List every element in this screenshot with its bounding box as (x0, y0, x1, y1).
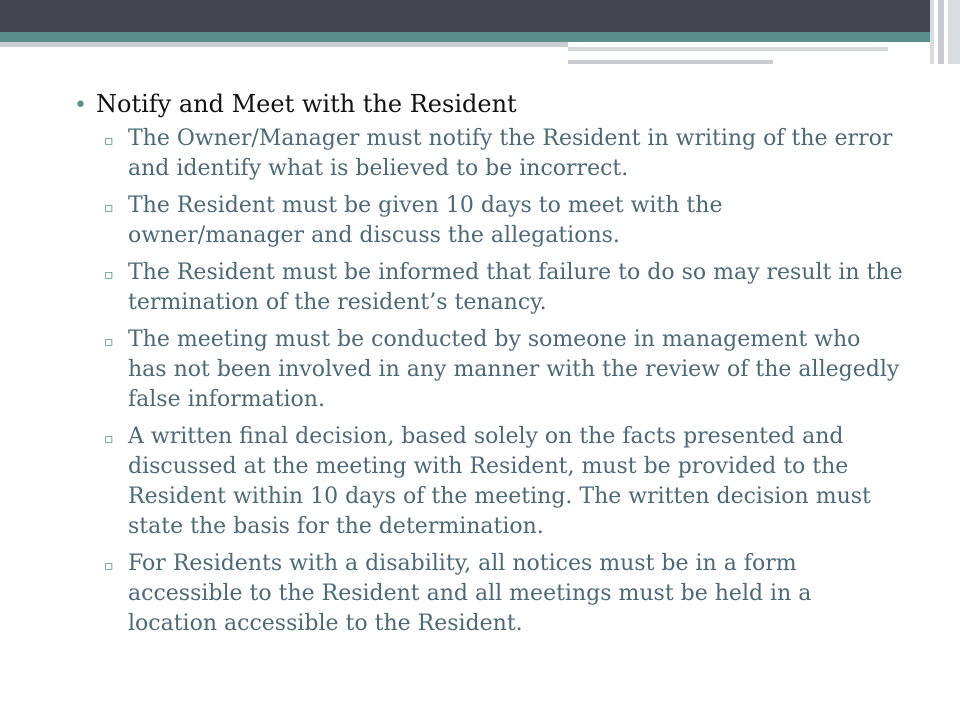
header-band-gray (0, 42, 568, 47)
header-right-stripes (930, 0, 960, 64)
sub-bullet-item (104, 191, 904, 251)
sub-bullet-item (104, 422, 904, 542)
square-bullet-icon: ▫ (104, 431, 114, 447)
sub-bullet-item (104, 258, 904, 318)
header-band-dark (0, 0, 960, 32)
sub-bullet-text: A written final decision, based solely on the facts presented and discussed at the meeting with Resident, must be provided to the Resident within 10 days of the meeting. The written decision must state the basis for the determination. (128, 424, 871, 539)
square-bullet-icon: ▫ (104, 558, 114, 574)
sub-bullet-item (104, 124, 904, 184)
slide-content (74, 88, 904, 646)
main-bullet (74, 88, 904, 122)
sub-bullet-text: The meeting must be conducted by someone in management who has not been involved in any manner with the review of the allegedly false information. (128, 327, 900, 412)
square-bullet-icon: ▫ (104, 200, 114, 216)
square-bullet-icon: ▫ (104, 267, 114, 283)
square-bullet-icon: ▫ (104, 133, 114, 149)
sub-bullet-text: For Residents with a disability, all notices must be in a form accessible to the Resident and all meetings must be held in a location accessible to the Resident. (128, 551, 812, 636)
sub-bullet-text: The Owner/Manager must notify the Resident in writing of the error and identify what is believed to be incorrect. (128, 126, 893, 181)
sub-bullet-text: The Resident must be informed that failure to do so may result in the termination of the resident’s tenancy. (128, 260, 903, 315)
sub-bullet-item (104, 325, 904, 415)
sub-bullet-text: The Resident must be given 10 days to meet with the owner/manager and discuss the allegations. (128, 193, 723, 248)
bullet-dot-icon: • (74, 93, 87, 118)
header-band-gray-thin (568, 47, 888, 51)
square-bullet-icon: ▫ (104, 334, 114, 350)
sub-bullet-item (104, 549, 904, 639)
header-band-teal (0, 32, 960, 42)
sub-bullet-list (74, 124, 904, 639)
header-band-gray-short (568, 60, 773, 64)
main-bullet-text: Notify and Meet with the Resident (96, 90, 517, 118)
